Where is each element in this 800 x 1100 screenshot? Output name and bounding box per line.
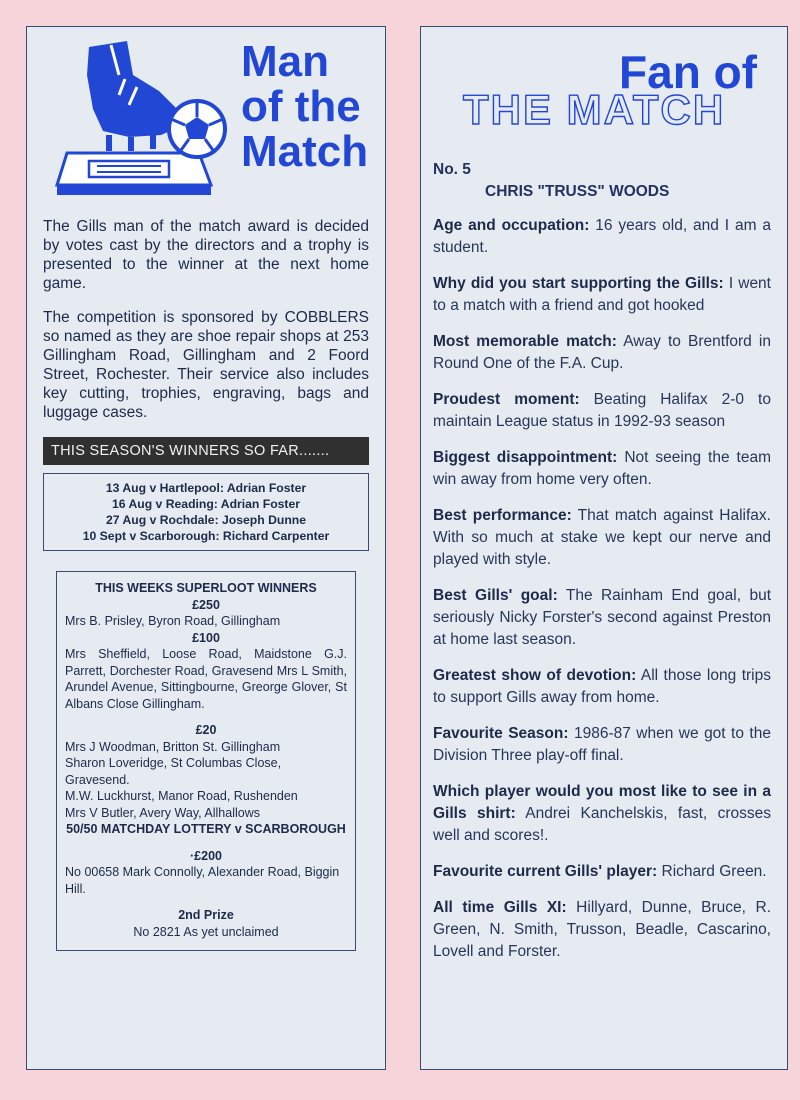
motm-title-line: Man bbox=[241, 37, 329, 86]
qa-answer: 1986-87 when we got to the Division Three play-off final. bbox=[433, 725, 771, 764]
qa-question: Favourite current Gills' player: bbox=[433, 863, 658, 880]
season-winners-list bbox=[43, 473, 369, 551]
prize-250-winner: Mrs B. Prisley, Byron Road, Gillingham bbox=[65, 614, 281, 628]
prize-20-winner: Mrs J Woodman, Britton St. Gillingham bbox=[65, 739, 281, 754]
prize-200-winner: No 00658 Mark Connolly, Alexander Road, Biggin Hill. bbox=[65, 865, 340, 896]
fan-title-top: Fan of bbox=[619, 46, 757, 98]
qa-question: Age and occupation: bbox=[433, 217, 590, 234]
fan-title-bottom: THE MATCH bbox=[463, 86, 726, 133]
qa-answer: 16 years old, and I am a student. bbox=[433, 217, 771, 256]
fan-number: No. 5 bbox=[433, 161, 471, 178]
qa-question: Favourite Season: bbox=[433, 725, 569, 742]
fan-of-the-match-panel bbox=[420, 26, 788, 1070]
motm-title bbox=[241, 39, 368, 174]
qa-question: Why did you start supporting the Gills: bbox=[433, 275, 724, 292]
qa-answer: Richard Green. bbox=[657, 863, 767, 880]
second-prize-value: No 2821 As yet unclaimed bbox=[133, 924, 279, 939]
man-of-the-match-panel bbox=[26, 26, 386, 1070]
prize-250-label: £250 bbox=[192, 597, 220, 612]
qa-item bbox=[433, 723, 771, 767]
qa-answer: Not seeing the team win away from home very often. bbox=[433, 449, 771, 488]
second-prize-label: 2nd Prize bbox=[178, 908, 234, 922]
motm-intro bbox=[43, 217, 369, 422]
qa-item bbox=[433, 781, 771, 847]
superloot-heading: THIS WEEKS SUPERLOOT WINNERS bbox=[95, 581, 317, 595]
qa-item bbox=[433, 273, 771, 317]
qa-answer: Away to Brentford in Round One of the F.A. Cup. bbox=[433, 333, 771, 372]
motm-title-line: of the bbox=[241, 82, 361, 131]
prize-20-label: £20 bbox=[195, 723, 217, 737]
qa-question: Most memorable match: bbox=[433, 333, 617, 350]
qa-answer: Hillyard, Dunne, Bruce, R. Green, N. Smith, Trusson, Beadle, Cascarino, Lovell and Forster. bbox=[433, 899, 772, 960]
qa-answer: Beating Halifax 2-0 to maintain League status in 1992-93 season bbox=[433, 391, 771, 430]
motm-header bbox=[43, 27, 369, 217]
qa-item bbox=[433, 585, 771, 651]
qa-answer: That match against Halifax. With so much at stake we kept our nerve and played with style. bbox=[433, 507, 771, 568]
boot-and-ball-trophy-icon bbox=[49, 35, 249, 205]
qa-answer: All those long trips to support Gills away from home. bbox=[433, 667, 771, 706]
winner-row: 16 Aug v Reading: Adrian Foster bbox=[111, 497, 301, 511]
qa-item bbox=[433, 389, 771, 433]
prize-20-winner: Sharon Loveridge, St Columbas Close, Gravesend. bbox=[65, 756, 282, 787]
season-winners-banner: THIS SEASON'S WINNERS SO FAR....... bbox=[43, 437, 369, 465]
qa-question: Best Gills' goal: bbox=[433, 587, 558, 604]
qa-item bbox=[433, 861, 771, 883]
qa-item bbox=[433, 665, 771, 709]
qa-question: All time Gills XI: bbox=[433, 899, 567, 916]
qa-answer: Andrei Kanchelskis, fast, crosses well and scores!. bbox=[433, 805, 771, 844]
winner-row: 13 Aug v Hartlepool: Adrian Foster bbox=[105, 481, 307, 495]
qa-question: Proudest moment: bbox=[433, 391, 580, 408]
prize-20-winner: Mrs V Butler, Avery Way, Allhallows bbox=[65, 805, 260, 820]
lottery-heading: 50/50 MATCHDAY LOTTERY v SCARBOROUGH bbox=[66, 822, 346, 836]
winner-row: 27 Aug v Rochdale: Joseph Dunne bbox=[106, 513, 306, 527]
prize-20-winner: M.W. Luckhurst, Manor Road, Rushenden bbox=[65, 789, 298, 803]
winner-row: 10 Sept v Scarborough: Richard Carpenter bbox=[82, 529, 330, 543]
fan-qa-list bbox=[433, 215, 771, 963]
prize-200-label: ·£200 bbox=[190, 848, 222, 863]
motm-title-line: Match bbox=[241, 127, 369, 176]
qa-item bbox=[433, 447, 771, 491]
qa-item bbox=[433, 215, 771, 259]
qa-question: Which player would you most like to see in a Gills shirt: bbox=[433, 783, 771, 822]
qa-question: Best performance: bbox=[433, 507, 572, 524]
qa-item bbox=[433, 897, 771, 963]
superloot-box bbox=[56, 571, 356, 951]
qa-answer: I went to a match with a friend and got hooked bbox=[433, 275, 771, 314]
qa-answer: The Rainham End goal, but seriously Nicky Forster's second against Preston at home last season. bbox=[433, 587, 771, 648]
qa-item bbox=[433, 331, 771, 375]
prize-100-label: £100 bbox=[192, 630, 220, 645]
qa-question: Greatest show of devotion: bbox=[433, 667, 637, 684]
motm-intro-paragraph: The Gills man of the match award is decided by votes cast by the directors and a trophy is presented to the winner at the next home game. bbox=[43, 218, 369, 292]
prize-100-winners: Mrs Sheffield, Loose Road, Maidstone G.J. Parrett, Dorchester Road, Gravesend Mrs L Smith, Arundel Avenue, Sittingbourne, Greorge Glover, St Albans Close Gillingham. bbox=[65, 647, 347, 711]
fan-header bbox=[433, 27, 771, 145]
motm-intro-paragraph: The competition is sponsored by COBBLERS so named as they are shoe repair shops at 253 Gillingham Road, Gillingham and 2 Foord Street, Rochester. Their service also includes key cutting, trophies, engraving, bags and luggage cases. bbox=[43, 309, 369, 421]
qa-item bbox=[433, 505, 771, 571]
qa-question: Biggest disappointment: bbox=[433, 449, 618, 466]
fan-name: CHRIS "TRUSS" WOODS bbox=[485, 183, 670, 200]
